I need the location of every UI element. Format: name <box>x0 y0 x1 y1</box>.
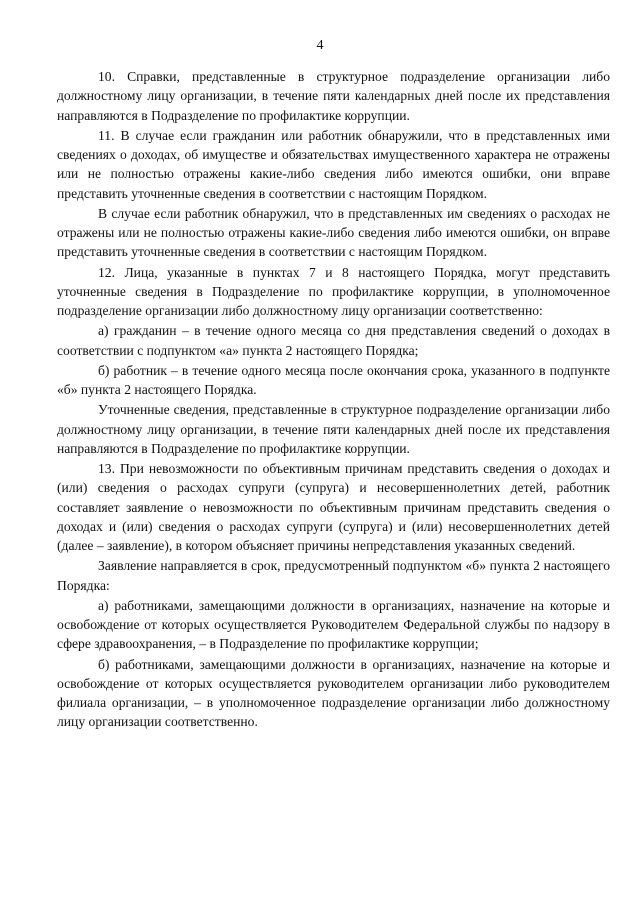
paragraph-13-b: б) работниками, замещающими должности в организациях, назначение на которые и освобождение от которых осуществляется руководителем организации либо руководителем филиала организации, – в уполномоченное подразделение организации либо должностному лицу организации соответственно. <box>57 656 610 730</box>
paragraph-13: 13. При невозможности по объективным причинам представить сведения о доходах и (или) сведения о расходах супруги (супруга) и несовершеннолетних детей, работник составляет заявление о невозможности по объективным причинам представить сведения о доходах и (или) сведения о расходах супруги (супруга) и (или) несовершеннолетних детей (далее – заявление), в котором объясняет причины непредставления указанных сведений. <box>57 461 610 553</box>
document-body <box>57 67 610 732</box>
page-number: 4 <box>316 38 324 53</box>
paragraph-10: 10. Справки, представленные в структурное подразделение организации либо должностному лицу организации, в течение пяти календарных дней после их представления направляются в Подразделение по профилактике коррупции. <box>57 69 610 123</box>
paragraph-13-a: а) работниками, замещающими должности в организациях, назначение на которые и освобождение от которых осуществляется Руководителем Федеральной службы по надзору в сфере здравоохранения, – в Подразделение по профилактике коррупции; <box>57 597 610 652</box>
paragraph-12: 12. Лица, указанные в пунктах 7 и 8 настоящего Порядка, могут представить уточненные сведения в Подразделение по профилактике коррупции, в уполномоченное подразделение организации либо должностному лицу организации соответственно: <box>57 264 610 318</box>
paragraph-12-clarified: Уточненные сведения, представленные в структурное подразделение организации либо должностному лицу организации, в течение пяти календарных дней после их представления направляются в Подразделение по профилактике коррупции. <box>57 402 610 456</box>
paragraph-11: 11. В случае если гражданин или работник обнаружили, что в представленных ими сведениях о доходах, об имуществе и обязательствах имущественного характера не отражены или не полностью отражены какие-либо сведения либо имеются ошибки, они вправе представить уточненные сведения в соответствии с настоящим Порядком. <box>57 127 610 201</box>
paragraph-11-expenses: В случае если работник обнаружил, что в представленных им сведениях о расходах не отражены или не полностью отражены какие-либо сведения либо имеются ошибки, он вправе представить уточненные сведения в соответствии с настоящим Порядком. <box>57 205 610 260</box>
paragraph-13-statement: Заявление направляется в срок, предусмотренный подпунктом «б» пункта 2 настоящего Порядка: <box>57 558 610 593</box>
paragraph-12-a: а) гражданин – в течение одного месяца со дня представления сведений о доходах в соответствии с подпунктом «а» пункта 2 настоящего Порядка; <box>57 323 610 358</box>
paragraph-12-b: б) работник – в течение одного месяца после окончания срока, указанного в подпункте «б» пункта 2 настоящего Порядка. <box>57 362 610 397</box>
